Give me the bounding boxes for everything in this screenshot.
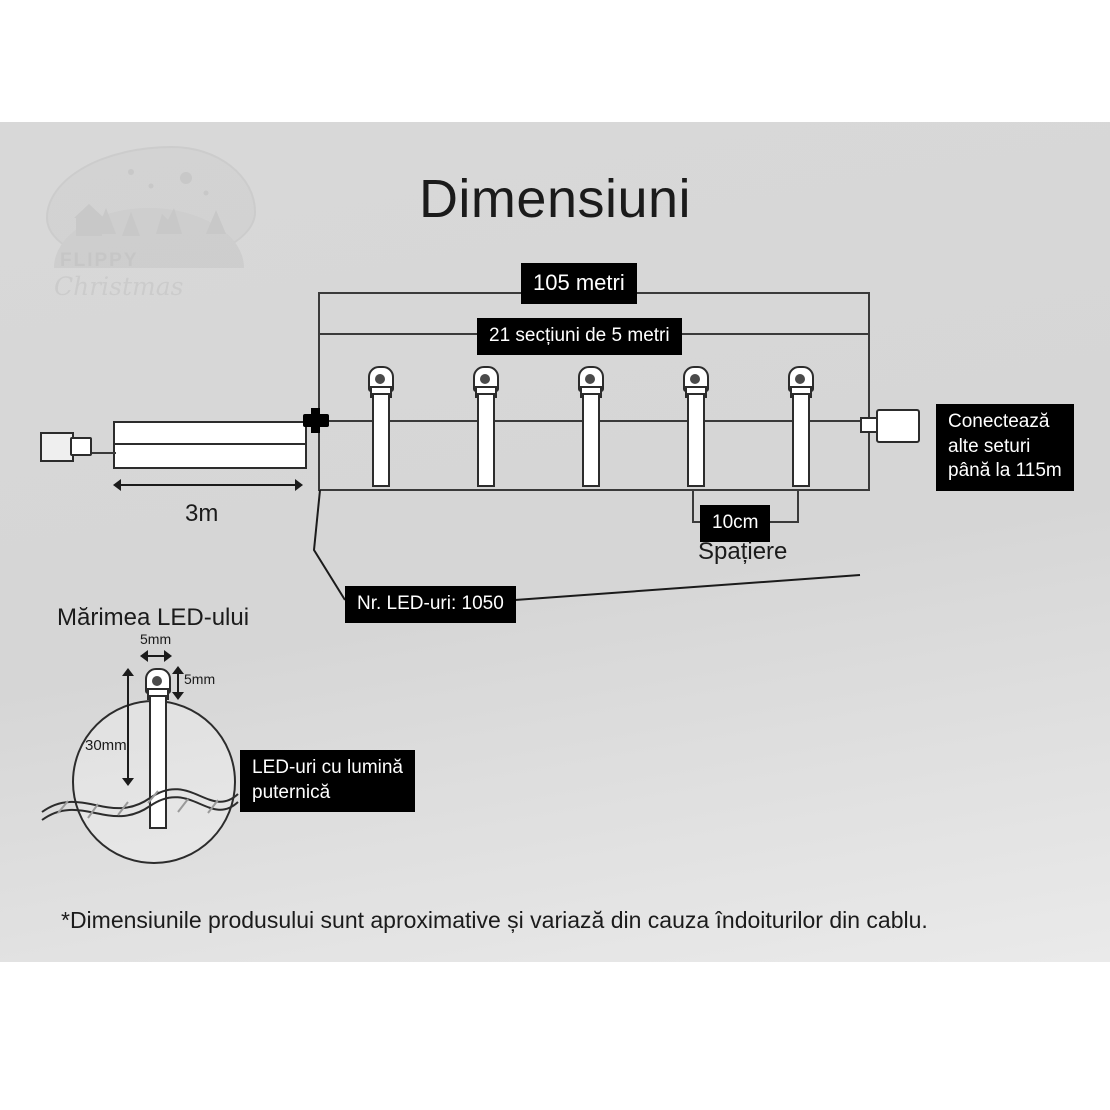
connect-more-line-3: până la 115m bbox=[948, 460, 1062, 482]
sections-label: 21 secțiuni de 5 metri bbox=[477, 318, 682, 355]
led-total-height-label: 30mm bbox=[85, 737, 127, 754]
watermark-brand: FLIPPY bbox=[60, 250, 139, 271]
connect-more-line-1: Conectează bbox=[948, 411, 1050, 432]
lead-length-dimension bbox=[113, 479, 303, 491]
total-length-label: 105 metri bbox=[521, 263, 637, 304]
total-length-left-line bbox=[318, 292, 320, 490]
led-count-label: Nr. LED-uri: 1050 bbox=[345, 586, 516, 623]
bright-leds-label bbox=[240, 750, 415, 812]
lead-cable-length-label: 3m bbox=[185, 500, 219, 527]
twisted-wire-icon bbox=[40, 782, 240, 832]
led-width-label: 5mm bbox=[140, 631, 172, 647]
watermark-sub: Christmas bbox=[54, 272, 184, 301]
led-width-dimension bbox=[140, 650, 172, 662]
led-total-height-dimension bbox=[122, 668, 134, 786]
spacing-value-label: 10cm bbox=[700, 505, 770, 542]
bright-leds-line-2: puternică bbox=[252, 781, 331, 803]
inline-connector-icon bbox=[303, 414, 329, 427]
lead-cable-lower bbox=[113, 443, 307, 469]
led-size-caption: Mărimea LED-ului bbox=[57, 604, 250, 631]
footnote-text: *Dimensiunile produsului sunt aproximative și variază din cauza îndoiturilor din cablu. bbox=[61, 907, 928, 933]
bright-leds-line-1: LED-uri cu lumină bbox=[252, 757, 403, 778]
led-height-dimension bbox=[172, 666, 184, 700]
connect-more-line-2: alte seturi bbox=[948, 435, 1031, 457]
connect-more-label bbox=[936, 404, 1074, 491]
total-length-right-line bbox=[868, 292, 870, 490]
spacing-caption: Spațiere bbox=[698, 538, 788, 565]
page-title: Dimensiuni bbox=[418, 169, 692, 229]
led-height-label: 5mm bbox=[184, 671, 216, 687]
